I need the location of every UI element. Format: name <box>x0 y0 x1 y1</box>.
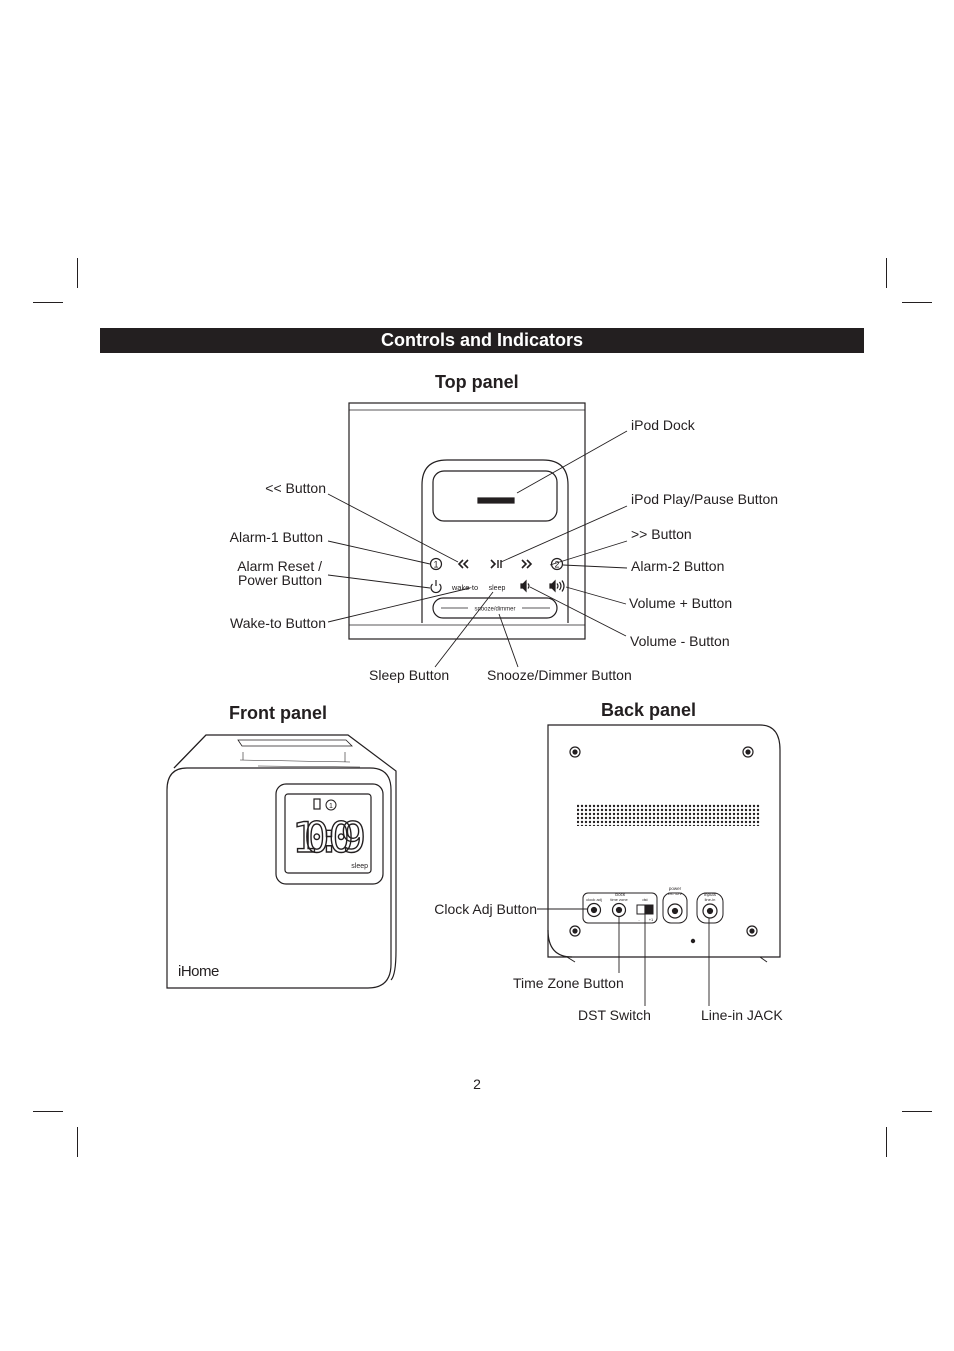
label-clock-adj: Clock Adj Button <box>434 901 537 917</box>
back-panel-title: Back panel <box>601 700 697 720</box>
front-display-time: 10:09 <box>292 813 366 862</box>
label-time-zone: Time Zone Button <box>513 975 624 991</box>
ipod-dock-connector <box>478 498 514 503</box>
label-alarm-reset-2: Power Button <box>237 572 322 588</box>
sleep-device-label: sleep <box>488 585 506 592</box>
inputs-device-label-2: line-in <box>704 897 716 902</box>
label-ipod-dock: iPod Dock <box>631 417 695 433</box>
alarm2-glyph: 2 <box>554 559 560 570</box>
power-device-label-2: DC 12V <box>667 891 683 896</box>
snooze-device-label: snooze/dimmer <box>474 606 516 613</box>
section-title: Controls and Indicators <box>380 330 584 350</box>
volume-up-icon <box>550 581 555 591</box>
label-rew-button: << Button <box>265 480 326 496</box>
label-alarm1: Alarm-1 Button <box>229 529 323 545</box>
label-volume-plus: Volume + Button <box>629 595 733 611</box>
fast-forward-icon <box>522 560 531 568</box>
label-ipod-play-pause: iPod Play/Pause Button <box>631 491 779 507</box>
ipod-dock-slot <box>433 471 557 521</box>
power-device-label-1: power <box>668 886 682 891</box>
rewind-icon <box>459 560 468 568</box>
wake-to-device-label: wake-to <box>451 583 479 592</box>
label-alarm2: Alarm-2 Button <box>631 558 725 574</box>
label-wake-to: Wake-to Button <box>230 615 326 631</box>
speaker-grille <box>577 804 760 826</box>
label-alarm-reset-1: Alarm Reset / <box>237 558 322 574</box>
back-panel-device <box>537 725 780 1006</box>
top-panel-device <box>328 403 627 667</box>
label-sleep: Sleep Button <box>369 667 450 683</box>
brand-logo: iHome <box>178 963 219 980</box>
play-pause-icon <box>491 560 495 568</box>
page-number: 2 <box>473 1076 481 1092</box>
label-volume-minus: Volume - Button <box>630 633 730 649</box>
dst-off-device-label: - <box>638 917 640 922</box>
label-snooze: Snooze/Dimmer Button <box>487 667 632 683</box>
inputs-device-label-1: inputs <box>703 892 717 897</box>
top-panel-title: Top panel <box>435 372 519 392</box>
dst-on-device-label: +1 <box>648 917 654 922</box>
label-line-in: Line-in JACK <box>701 1007 783 1023</box>
label-ff-button: >> Button <box>631 526 692 542</box>
front-panel-title: Front panel <box>229 703 327 723</box>
alarm1-glyph: 1 <box>433 559 439 570</box>
clock-device-label: clock <box>614 892 626 897</box>
volume-down-icon <box>521 581 526 591</box>
clock-adj-device-label: clock adj <box>586 897 602 902</box>
front-display-sleep: sleep <box>351 863 368 870</box>
front-alarm-glyph: 1 <box>329 803 333 810</box>
dst-device-label: dst <box>642 897 648 902</box>
time-zone-device-label: time zone <box>610 897 628 902</box>
label-dst: DST Switch <box>578 1007 651 1023</box>
